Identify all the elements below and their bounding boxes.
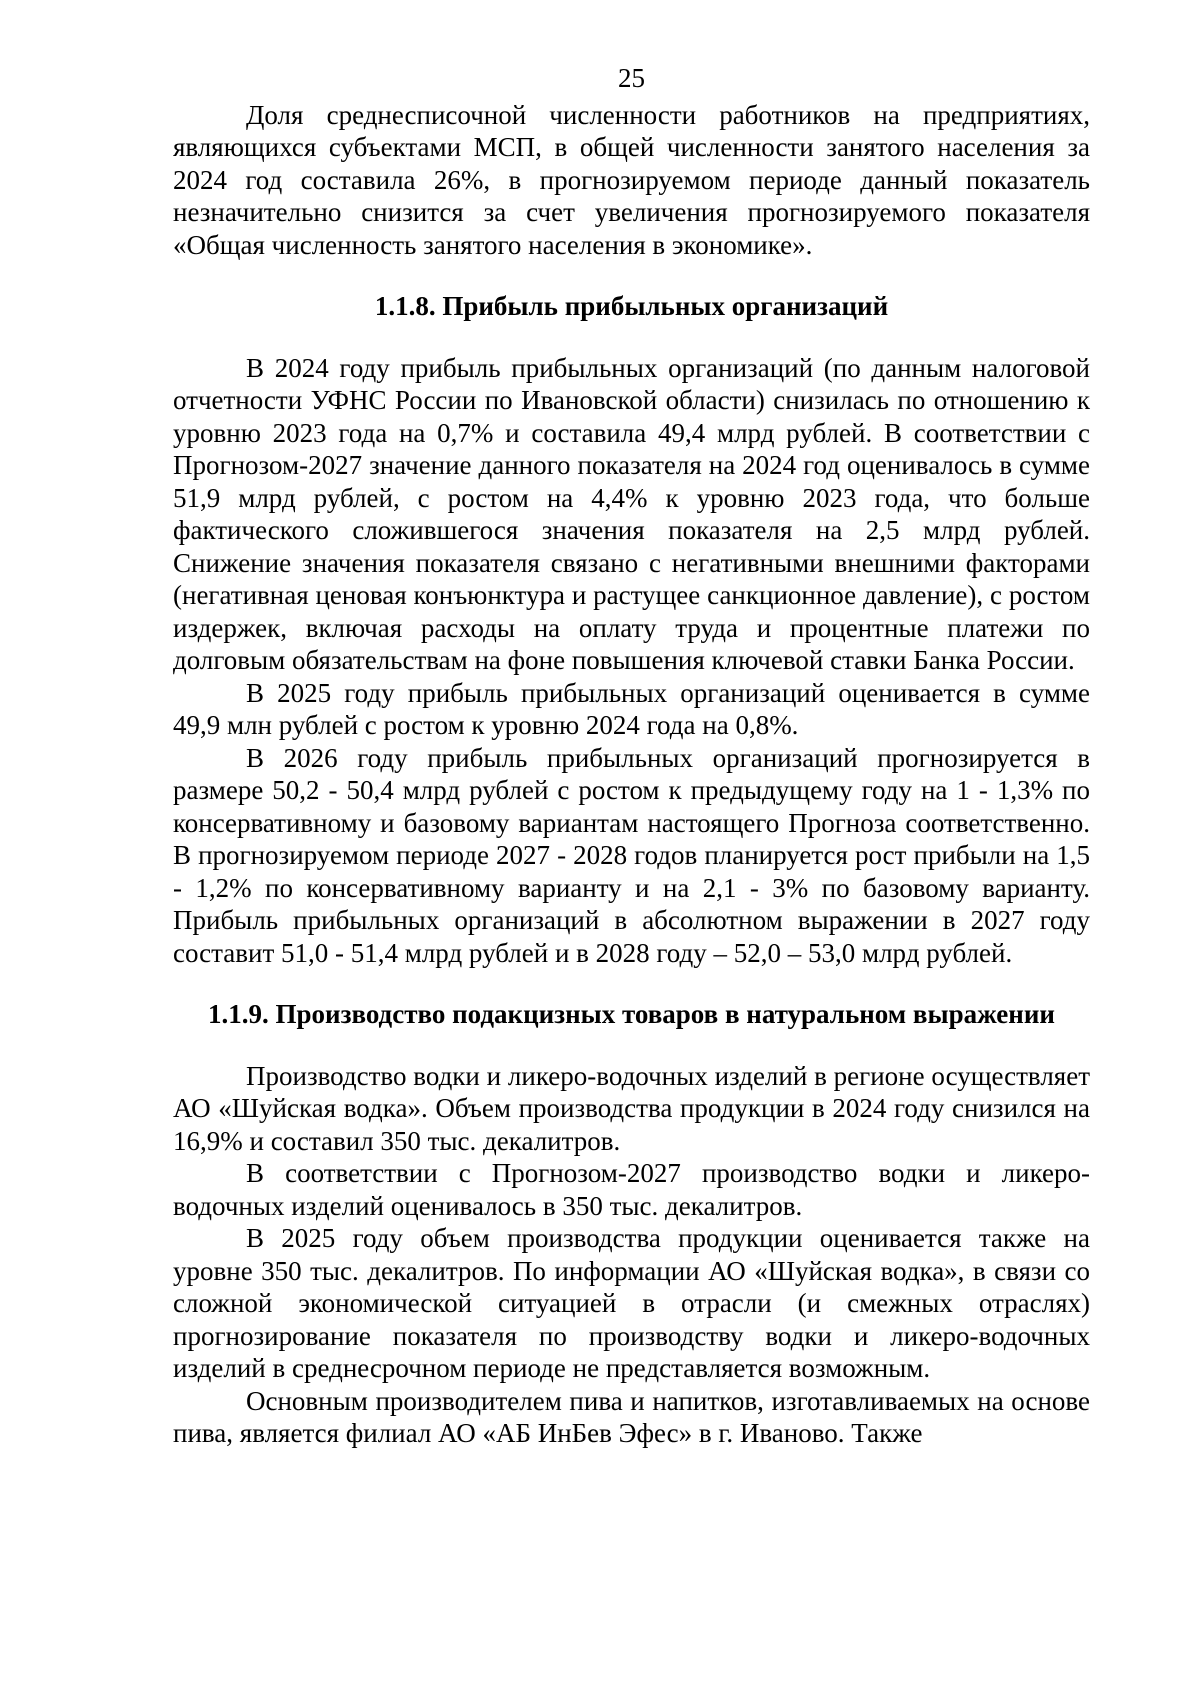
paragraph-vodka-production: Производство водки и ликеро-водочных изделий в регионе осуществляет АО «Шуйская водка». Объем производства продукции в 2024 году снизился на 16,9% и составил 350 тыс. декалитров. xyxy=(173,1060,1090,1156)
section-heading-profit: 1.1.8. Прибыль прибыльных организаций xyxy=(374,291,889,321)
paragraph-msp-share: Доля среднесписочной численности работников на предприятиях, являющихся субъектами МСП, в общей численности занятого населения за 2024 год составила 26%, в прогнозируемом периоде данный показатель незначительно снизится за счет увеличения прогнозируемого показателя «Общая численность занятого населения в экономике». xyxy=(173,99,1090,260)
spacer xyxy=(173,323,1090,352)
paragraph-profit-forecast: В 2026 году прибыль прибыльных организаций прогнозируется в размере 50,2 - 50,4 млрд рублей с ростом к предыдущему году на 1 - 1,3% по консервативному и базовому вариантам настоящего Прогноза соответственно. В прогнозируемом периоде 2027 - 2028 годов планируется рост прибыли на 1,5 - 1,2% по консервативному варианту и на 2,1 - 3% по базовому варианту. Прибыль прибыльных организаций в абсолютном выражении в 2027 году составит 51,0 - 51,4 млрд рублей и в 2028 году – 52,0 – 53,0 млрд рублей. xyxy=(173,742,1090,968)
page-number: 25 xyxy=(618,63,645,93)
paragraph-beer-producer: Основным производителем пива и напитков, изготавливаемых на основе пива, является филиал АО «АБ ИнБев Эфес» в г. Иваново. Также xyxy=(173,1385,1090,1448)
paragraph-vodka-forecast-2027: В соответствии с Прогнозом-2027 производство водки и ликеро-водочных изделий оценивалось в 350 тыс. декалитров. xyxy=(173,1158,1090,1221)
document-page xyxy=(173,62,1090,1450)
section-heading-excise: 1.1.9. Производство подакцизных товаров в натуральном выражении xyxy=(208,999,1055,1029)
paragraph-profit-2025: В 2025 году прибыль прибыльных организаций оценивается в сумме 49,9 млн рублей с ростом к уровню 2024 года на 0,8%. xyxy=(173,677,1090,740)
paragraph-profit-2024: В 2024 году прибыль прибыльных организаций (по данным налоговой отчетности УФНС России по Ивановской области) снизилась по отношению к уровню 2023 года на 0,7% и составила 49,4 млрд рублей. В соответствии с Прогнозом-2027 значение данного показателя на 2024 год оценивалось в сумме 51,9 млрд рублей, с ростом на 4,4% к уровню 2023 года, что больше фактического сложившегося значения показателя на 2,5 млрд рублей. Снижение значения показателя связано с негативными внешними факторами (негативная ценовая конъюнктура и растущее санкционное давление), с ростом издержек, включая расходы на оплату труда и процентные платежи по долговым обязательствам на фоне повышения ключевой ставки Банка России. xyxy=(173,352,1090,675)
spacer xyxy=(173,1031,1090,1060)
spacer xyxy=(173,261,1090,290)
paragraph-vodka-2025: В 2025 году объем производства продукции оценивается также на уровне 350 тыс. декалитров. По информации АО «Шуйская водка», в связи со сложной экономической ситуацией в отрасли (и смежных отраслях) прогнозирование показателя по производству водки и ликеро-водочных изделий в среднесрочном периоде не представляется возможным. xyxy=(173,1223,1090,1383)
spacer xyxy=(173,969,1090,998)
